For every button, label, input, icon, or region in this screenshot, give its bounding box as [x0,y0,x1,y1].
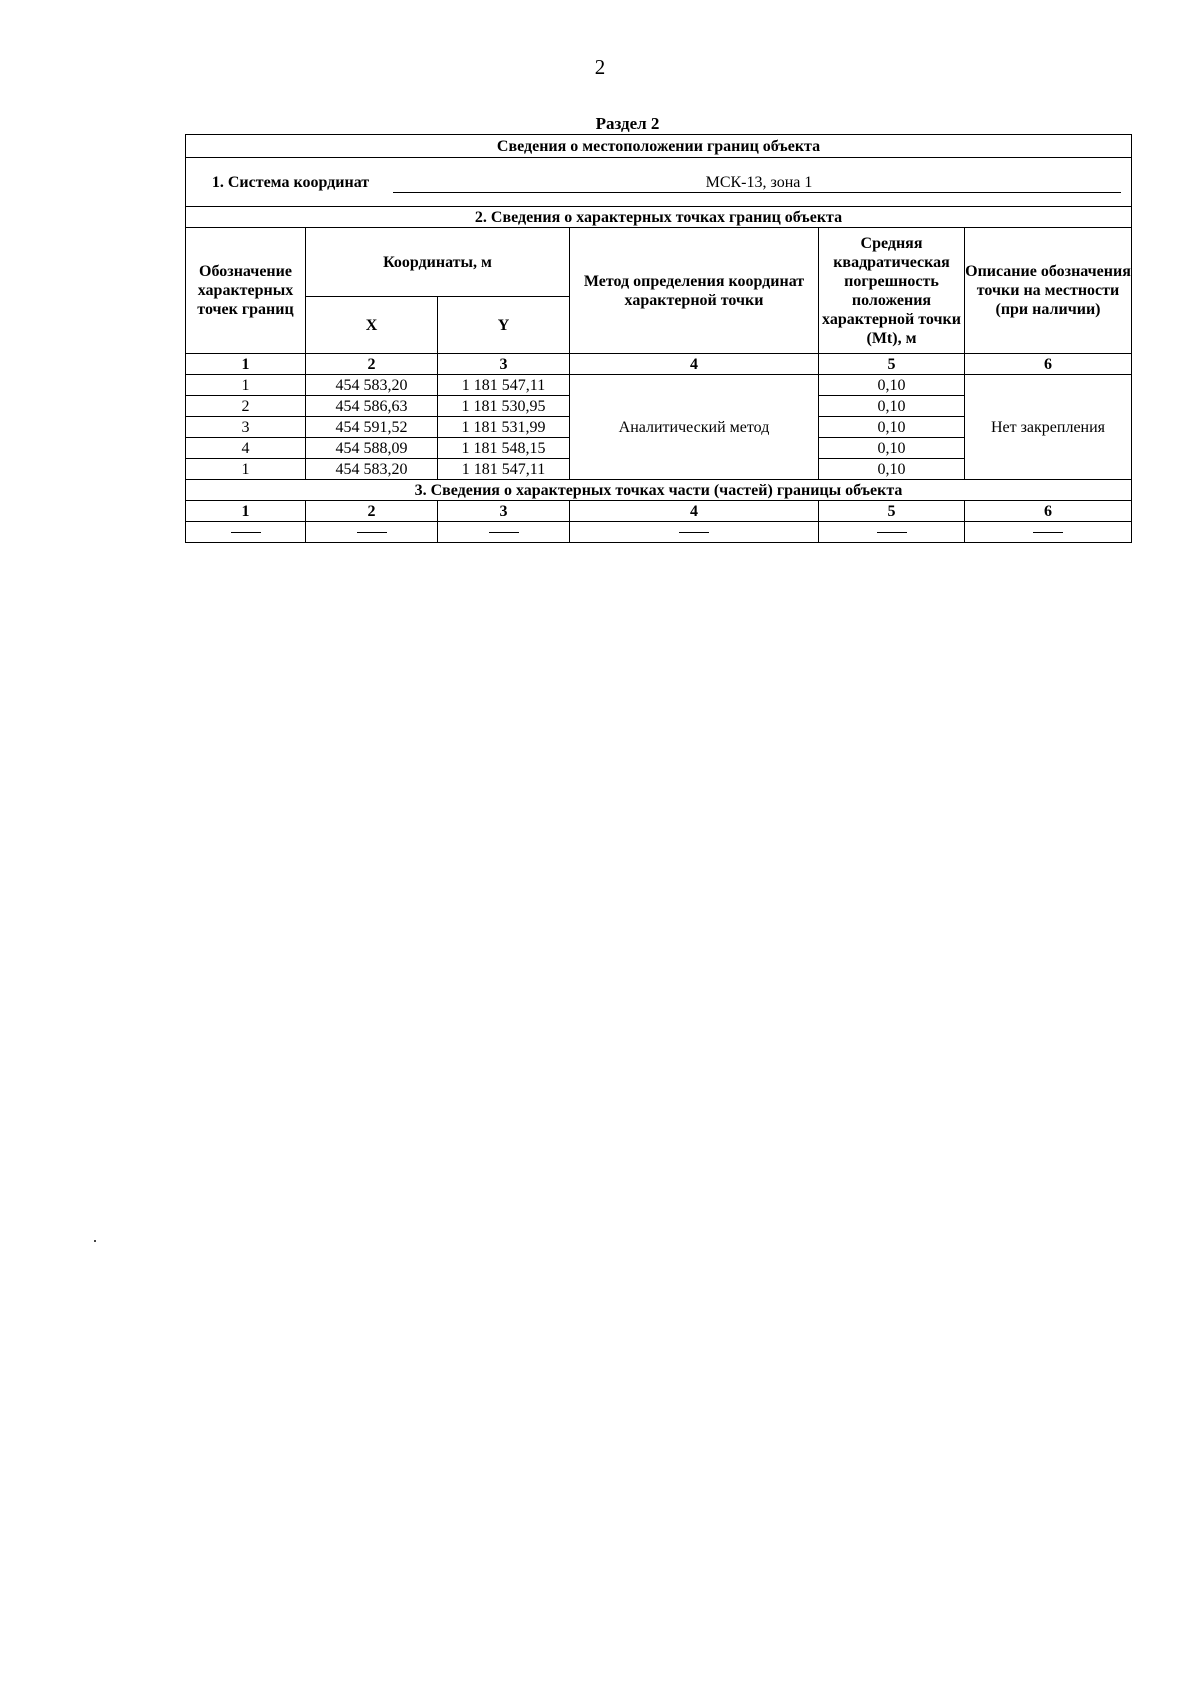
coord-system-label: 1. Система координат [211,174,370,191]
cell-point: 4 [186,438,306,459]
cell-error: 0,10 [819,417,965,438]
header-x: X [306,297,438,354]
cell-x: 454 583,20 [306,459,438,480]
column-number: 3 [438,501,570,522]
scan-speck [94,1240,96,1242]
coord-system-value: МСК-13, зона 1 [393,173,1121,193]
empty-cell [819,522,965,543]
cell-point: 1 [186,375,306,396]
dash-mark [231,532,261,533]
column-number: 2 [306,354,438,375]
column-number: 4 [570,354,819,375]
column-numbers-row [186,354,1132,375]
boundary-table [185,134,1132,543]
column-number: 1 [186,354,306,375]
cell-point: 3 [186,417,306,438]
empty-cell [965,522,1132,543]
column-number: 4 [570,501,819,522]
header-error: Средняя квадратическая погрешность положения характерной точки (Mt), м [819,228,965,354]
cell-y: 1 181 548,15 [438,438,570,459]
cell-y: 1 181 547,11 [438,459,570,480]
header-coords: Координаты, м [306,228,570,297]
cell-y: 1 181 547,11 [438,375,570,396]
column-number: 1 [186,501,306,522]
empty-cell [438,522,570,543]
cell-error: 0,10 [819,438,965,459]
dash-mark [489,532,519,533]
column-number: 2 [306,501,438,522]
page-number: 2 [594,55,606,79]
section3-empty-row [186,522,1132,543]
empty-cell [570,522,819,543]
dash-mark [877,532,907,533]
header-point: Обозначение характерных точек границ [186,228,306,354]
section2-title: 2. Сведения о характерных точках границ объекта [186,207,1132,228]
column-number: 5 [819,501,965,522]
cell-point: 1 [186,459,306,480]
section-title: Раздел 2 [595,114,660,133]
section3-title: 3. Сведения о характерных точках части (частей) границы объекта [186,480,1132,501]
cell-y: 1 181 530,95 [438,396,570,417]
cell-x: 454 583,20 [306,375,438,396]
header-description: Описание обозначения точки на местности (при наличии) [965,228,1132,354]
cell-error: 0,10 [819,459,965,480]
dash-mark [357,532,387,533]
header-y: Y [438,297,570,354]
column-number: 5 [819,354,965,375]
cell-error: 0,10 [819,375,965,396]
dash-mark [1033,532,1063,533]
section3-column-numbers-row [186,501,1132,522]
cell-x: 454 588,09 [306,438,438,459]
coord-system-row [186,158,1132,207]
cell-method: Аналитический метод [570,375,819,480]
column-number: 3 [438,354,570,375]
table-title: Сведения о местоположении границ объекта [186,135,1132,158]
empty-cell [306,522,438,543]
cell-error: 0,10 [819,396,965,417]
header-method: Метод определения координат характерной точки [570,228,819,354]
cell-point: 2 [186,396,306,417]
table-row [186,375,1132,396]
empty-cell [186,522,306,543]
cell-x: 454 591,52 [306,417,438,438]
column-number: 6 [965,354,1132,375]
cell-x: 454 586,63 [306,396,438,417]
cell-y: 1 181 531,99 [438,417,570,438]
column-number: 6 [965,501,1132,522]
dash-mark [679,532,709,533]
cell-description: Нет закрепления [965,375,1132,480]
